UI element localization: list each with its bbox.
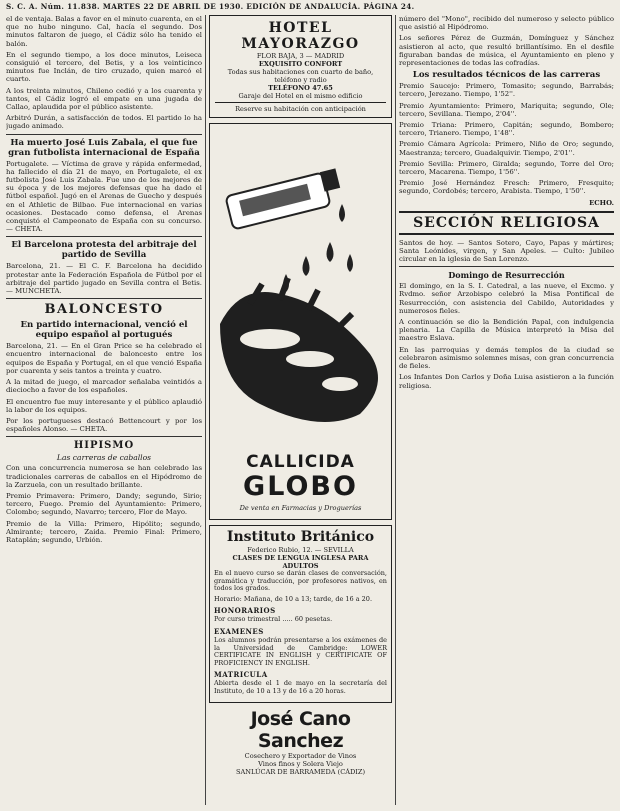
article-paragraph: Premio Saucejo: Primero, Tomasito; segundo, Barrabás; tercero, Jerezano. Tiempo, 1'52''. xyxy=(399,82,614,99)
divider xyxy=(6,236,202,237)
subheading-carreras: Las carreras de caballos xyxy=(56,453,152,463)
article-paragraph: En las parroquias y demás templos de la ciudad se celebraron asimismo solemnes misas, con gran concurrencia de fieles. xyxy=(399,345,614,371)
hotel-tagline: EXQUISITO CONFORT xyxy=(258,60,343,68)
column-right xyxy=(399,15,614,807)
article-paragraph: Premio Sevilla: Primero, Giralda; segundo, Torre del Oro; tercero, Macarena. Tiempo, 1'56''. xyxy=(399,159,614,177)
drop-icon xyxy=(283,204,353,292)
article-paragraph: El domingo, en la S. I. Catedral, a las nueve, el Excmo. y Rvdmo. señor Arzobispo celebró la Misa Pontifical de Resurrección, con asistencia del Cabildo, Autoridades y numerosos fieles. xyxy=(399,282,614,315)
enroll-label: MATRICULA xyxy=(214,670,268,680)
column-divider-1 xyxy=(205,15,206,805)
article-paragraph: Premio de la Villa: Primero, Hipólito; segundo, Almirante; tercero, Zaida. Premio Final: Primero, Rataplán; segundo, Urbión. xyxy=(6,519,202,544)
article-paragraph: Los Infantes Don Carlos y Doña Luisa asistieron a la función religiosa. xyxy=(399,373,614,390)
instituto-ad xyxy=(209,525,392,703)
fees-body: Por curso trimestral ..... 60 pesetas. xyxy=(214,615,333,624)
article-paragraph: Barcelona, 21. — El C. F. Barcelona ha decidido protestar ante la Federación Española de Fútbol por el arbitraje del partido jugado en Sevilla contra el Betis. — MUNCHETA. xyxy=(6,262,202,296)
jose-cano-line2: Vinos finos y Solera Viejo xyxy=(258,759,343,768)
headline-zabala: Ha muerto José Luis Zabala, el que fue gran futbolista internacional de España xyxy=(8,137,200,158)
hotel-name: HOTEL MAYORAZGO xyxy=(241,20,360,52)
article-paragraph: Barcelona, 21. — En el Gran Price se ha celebrado el encuentro internacional de baloncesto entre los equipos de España y Portugal, en el que venció España por cuarenta y seis tantos a treinta y cuatro. xyxy=(6,342,202,375)
article-paragraph: el de ventaja. Balas a favor en el minuto cuarenta, en el que no hubo ninguno. Cal, hacía el segundo. Dos minutos faltaron de juego, el Cádiz sólo ha tenido el balón. xyxy=(6,15,202,48)
jose-cano-line3: SANLÚCAR DE BARRAMEDA (CÁDIZ) xyxy=(235,767,366,776)
section-hipismo: HIPISMO xyxy=(73,440,135,452)
divider xyxy=(399,266,614,267)
headline-baloncesto: En partido internacional, venció el equipo español al portugués xyxy=(20,320,188,341)
clases-hours: Horario: Mañana, de 10 a 13; tarde, de 16 a 20. xyxy=(214,594,373,603)
article-paragraph: Con una concurrencia numerosa se han celebrado las tradicionales carreras de caballos en el Hipódromo de la Zarzuela, con un resultado brillante. xyxy=(6,464,202,489)
divider xyxy=(6,298,202,299)
globo-brand: GLOBO xyxy=(243,471,358,502)
fees-label: HONORARIOS xyxy=(214,606,276,616)
bottle-illustration xyxy=(210,124,390,454)
article-paragraph: Premio Triana: Primero, Capitán; segundo, Bombero; tercero, Trianero. Tiempo, 1'48''. xyxy=(399,121,614,138)
article-paragraph: El encuentro fue muy interesante y el público aplaudió la labor de los equipos. xyxy=(6,397,202,414)
hotel-rooms: Todas sus habitaciones con cuarto de baño, teléfono y radio xyxy=(227,68,374,84)
article-paragraph: A los treinta minutos, Chileno cedió y a los cuarenta y tantos, el Cádiz logró el empate en una jugada de Callao, aplaudida por el público asistente. xyxy=(6,86,202,112)
divider xyxy=(6,134,202,135)
jose-cano-ad xyxy=(209,708,392,776)
seccion-religiosa-title: SECCIÓN RELIGIOSA xyxy=(413,214,600,231)
hotel-garage: Garaje del Hotel en el mismo edificio xyxy=(238,92,363,100)
callicida-ad xyxy=(209,123,392,520)
hotel-ad xyxy=(209,15,392,118)
enroll-body: Abierta desde el 1 de mayo en la secretaría del Instituto, de 10 a 13 y de 16 a 20 horas. xyxy=(214,679,387,695)
article-paragraph: Portugalete. — Víctima de grave y rápida enfermedad, ha fallecido el día 21 de mayo, en Portugalete, el ex futbolista José Luis Zabala. Fue uno de los mejores de su época y de los mejores defensas que ha dado el fútbol español. Jugó en el Arenas de Guecho y después en el Athletic de Bilbao. Fue internacional en varias ocasiones. Destacado como defensa, el Arenas conquistó el Campeonato de España con su concurso. — CHETA. xyxy=(6,159,202,234)
headline-barcelona: El Barcelona protesta del arbitraje del partido de Sevilla xyxy=(11,240,197,261)
article-paragraph: Arbitró Durán, a satisfacción de todos. El partido lo ha jugado animado. xyxy=(6,114,202,131)
hotel-address: FLOR BAJA, 3 — MADRID xyxy=(256,52,345,60)
instituto-address: Federico Rubio, 12. — SEVILLA xyxy=(247,546,354,554)
page-header: S. C. A. Núm. 11.838. MARTES 22 DE ABRIL DE 1930. EDICIÓN DE ANDALUCÍA. PÁGINA 24. xyxy=(6,2,415,11)
article-paragraph: En el segundo tiempo, a los doce minutos, Leiseca consiguió el tercero, del Betis, y a los veinticinco minutos fue Inclán, de tiro cruzado, quien marcó el cuarto. xyxy=(6,50,202,84)
headline-domingo: Domingo de Resurrección xyxy=(448,270,565,281)
article-paragraph: A la mitad de juego, el marcador señalaba veintidós a dieciocho a favor de los españoles. xyxy=(6,378,202,395)
headline-resultados: Los resultados técnicos de las carreras xyxy=(412,70,601,81)
hotel-phone: TELÉFONO 47.65 xyxy=(268,84,333,92)
bottle-icon xyxy=(225,168,340,229)
foot-icon xyxy=(220,278,378,422)
jose-cano-name: José Cano Sanchez xyxy=(250,707,351,752)
seccion-religiosa-banner xyxy=(399,211,614,235)
article-paragraph: A continuación se dio la Bendición Papal, con indulgencia plenaria. La Capilla de Música interpretó la Misa del maestro Eslava. xyxy=(399,318,614,343)
article-paragraph: Premio José Hernández Fresch: Primero, Fresquito; segundo, Cordobés; tercero, Arabista. Tiempo, 1'50''. xyxy=(399,179,614,196)
callicida-brand: CALLICIDA xyxy=(246,452,355,472)
clases-body: En el nuevo curso se darán clases de conversación, gramática y traducción, por profesores nativos, en todos los grados. xyxy=(214,569,387,593)
instituto-title: Instituto Británico xyxy=(226,529,375,545)
article-paragraph: Santos de hoy. — Santos Sotero, Cayo, Papas y mártires; Santa Leónides, virgen, y San Apeles. — Culto: Jubileo circular en la iglesia de San Lorenzo. xyxy=(399,238,614,264)
divider xyxy=(6,436,202,437)
signature: ECHO. xyxy=(589,198,614,207)
article-paragraph: Por los portugueses destacó Bettencourt y por los españoles Alonso. — CHETA. xyxy=(6,416,202,434)
article-paragraph: Premio Primavera: Primero, Dandy; segundo, Sirio; tercero, Fuego. Premio del Ayuntamiento: Primero, Colombo; segundo, Navarro; tercero, Flor de Mayo. xyxy=(6,491,202,517)
jose-cano-line1: Cosechero y Exportador de Vinos xyxy=(244,751,357,760)
section-baloncesto: BALONCESTO xyxy=(44,302,164,318)
exams-label: EXAMENES xyxy=(214,626,264,636)
column-left xyxy=(6,15,202,807)
hotel-cta: Reserve su habitación con anticipación xyxy=(215,102,386,113)
article-paragraph: Premio Cámara Agrícola: Primero, Niño de Oro; segundo, Maestranza; tercero, Guadalquivir. Tiempo, 2'01''. xyxy=(399,140,614,157)
article-paragraph: Los señores Pérez de Guzmán, Domínguez y Sánchez asistieron al acto, que resultó brillantísimo. En el desfile figuraban bandas de música, el Ayuntamiento en pleno y representaciones de todas las cofradías. xyxy=(399,34,614,68)
column-middle xyxy=(209,15,392,807)
column-divider-2 xyxy=(395,15,396,805)
article-paragraph: número del "Mono", recibido del numeroso y selecto público que asistió al Hipódromo. xyxy=(399,15,614,32)
exams-body: Los alumnos podrán presentarse a los exámenes de la Universidad de Cambridge: LOWER CERTIFICATE IN ENGLISH y CERTIFICATE OF PROFICIENCY IN ENGLISH. xyxy=(214,635,387,667)
article-paragraph: Premio Ayuntamiento: Primero, Mariquita; segundo, Ole; tercero, Sevillana. Tiempo, 2'04''. xyxy=(399,101,614,118)
sale-note: De venta en Farmacias y Droguerías xyxy=(239,504,362,512)
clases-title: CLASES DE LENGUA INGLESA PARA ADULTOS xyxy=(232,554,369,570)
